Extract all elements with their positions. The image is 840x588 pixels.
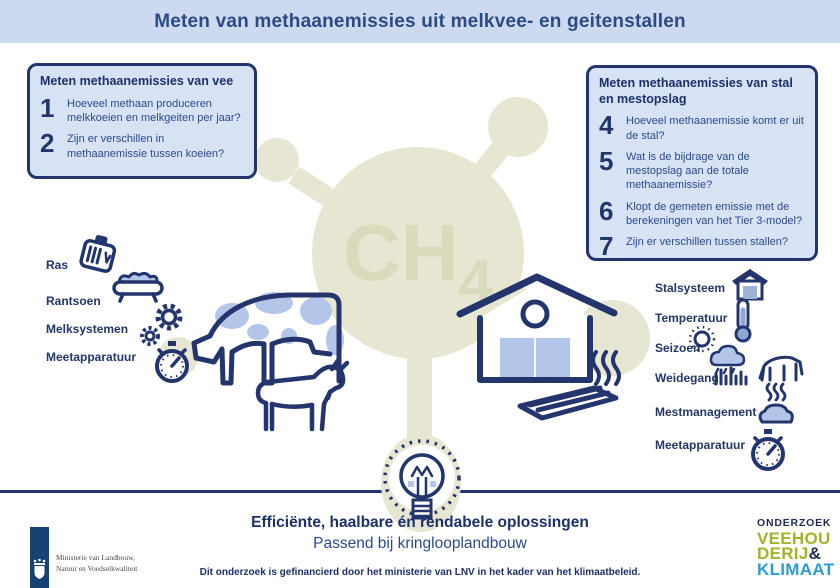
question-number: 1 xyxy=(40,92,55,123)
ministry-line1: Ministerie van Landbouw, xyxy=(56,553,135,562)
ministry-logo-text xyxy=(56,552,137,574)
program-logo-line2: VEEHOU xyxy=(757,529,831,548)
barn-illustration xyxy=(458,272,650,428)
question-row xyxy=(599,231,805,262)
question-row xyxy=(599,195,805,229)
question-text: Zijn er verschillen in methaanemissie tussen koeien? xyxy=(67,133,225,160)
box-title-stal: Meten methaanemissies van stal en mestopslag xyxy=(599,76,793,106)
question-text: Zijn er verschillen tussen stallen? xyxy=(626,236,789,249)
title-banner xyxy=(0,0,840,43)
factor-label-seizoen: Seizoen xyxy=(655,341,701,355)
question-number: 2 xyxy=(40,128,55,159)
question-row xyxy=(599,110,805,143)
factor-label-meetapparatuur-right: Meetapparatuur xyxy=(655,438,746,452)
question-row xyxy=(40,128,244,161)
molecule-atom-top-right xyxy=(488,97,548,157)
ampersand: & xyxy=(808,544,821,563)
footer-headline: Efficiënte, haalbare én rendabele oplossingen xyxy=(251,514,589,531)
steam-icon xyxy=(593,352,619,384)
question-number: 6 xyxy=(599,195,614,226)
box-title-vee: Meten methaanemissies van vee xyxy=(40,74,234,88)
goat-illustration xyxy=(246,356,364,436)
factor-label-weidegang: Weidegang xyxy=(655,371,719,385)
coat-of-arms-icon xyxy=(32,558,47,580)
program-logo-line3: DERIJ& xyxy=(757,544,821,563)
stopwatch-icon xyxy=(748,428,788,472)
barn-window xyxy=(523,302,547,326)
ch4-formula: CH xyxy=(342,208,459,297)
question-row xyxy=(40,92,244,126)
barn-icon xyxy=(730,267,770,301)
factor-label-melksystemen: Melksystemen xyxy=(46,322,129,336)
question-text: Wat is de bijdrage van de mestopslag aan de totale methaanemissie? xyxy=(626,150,750,192)
footer-subline: Passend bij kringlooplandbouw xyxy=(313,535,527,552)
page-title: Meten van methaanemissies uit melkvee- en geitenstallen xyxy=(154,11,686,32)
question-text: Klopt de gemeten emissie met de berekeningen van het Tier 3-model? xyxy=(626,200,803,228)
question-row xyxy=(599,145,805,193)
feed-trough-icon xyxy=(110,268,166,304)
manure-steam-icon xyxy=(756,382,796,426)
program-logo-line4: KLIMAAT xyxy=(757,560,835,579)
factor-label-mestmanagement: Mestmanagement xyxy=(655,405,757,419)
program-logo xyxy=(757,516,834,577)
stopwatch-icon xyxy=(152,340,192,384)
program-logo-line1: ONDERZOEK xyxy=(757,517,832,529)
cow-patches xyxy=(215,292,344,355)
question-number: 7 xyxy=(599,231,614,262)
molecule-atom-top-left xyxy=(255,138,299,182)
questions-box-vee xyxy=(27,63,257,179)
barn-door-right xyxy=(536,338,570,380)
factor-label-meetapparatuur-left: Meetapparatuur xyxy=(46,350,137,364)
factor-label-temperatuur: Temperatuur xyxy=(655,311,728,325)
ch4-subscript: 4 xyxy=(458,248,494,317)
ministry-logo-bar xyxy=(30,527,49,588)
factor-label-rantsoen: Rantsoen xyxy=(46,294,101,308)
question-text: Hoeveel methaan produceren melkkoeien en melkgeiten per jaar? xyxy=(67,97,241,124)
question-number: 4 xyxy=(599,110,614,141)
factor-label-ras: Ras xyxy=(46,258,69,272)
funding-note: Dit onderzoek is gefinancierd door het ministerie van LNV in het kader van het klimaatbeleid. xyxy=(199,567,641,578)
question-text: Hoeveel methaanemissie komt er uit de stal? xyxy=(626,115,804,142)
factor-label-stalsysteem: Stalsysteem xyxy=(655,281,726,295)
question-number: 5 xyxy=(599,145,614,176)
ministry-line2: Natuur en Voedselkwaliteit xyxy=(56,564,138,573)
questions-box-stal xyxy=(586,65,818,261)
slatted-floor-icon xyxy=(520,388,616,418)
barn-door-left xyxy=(500,338,534,380)
